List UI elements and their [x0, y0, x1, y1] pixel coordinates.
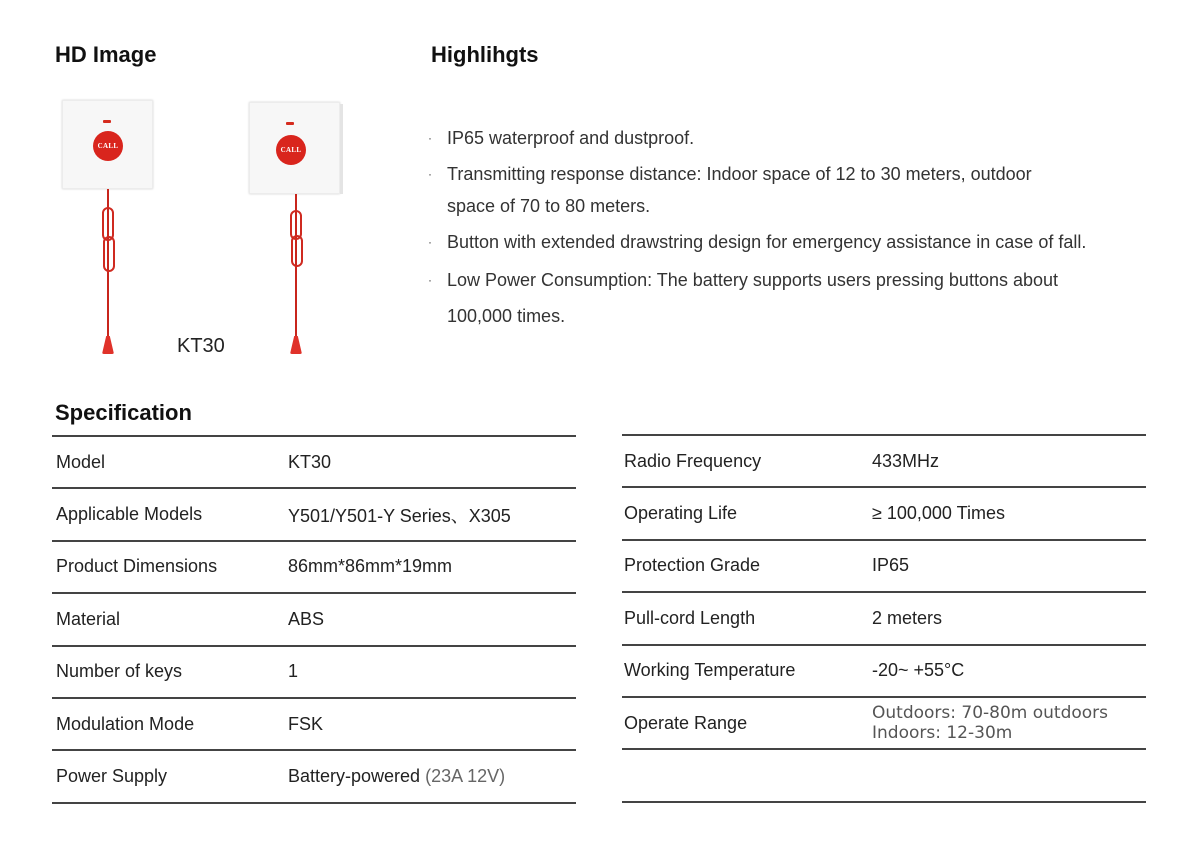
- hd-image-heading: HD Image: [55, 42, 157, 67]
- highlight-text-cont: space of 70 to 80 meters.: [447, 196, 651, 216]
- spec-row-model: [52, 437, 576, 489]
- spec-row-power-supply: [52, 751, 576, 803]
- spec-row-product-dimensions: [52, 542, 576, 594]
- spec-label: Power Supply: [56, 766, 168, 787]
- specification-heading: Specification: [55, 400, 192, 425]
- spec-label: Radio Frequency: [624, 450, 762, 471]
- highlight-text: IP65 waterproof and dustproof.: [447, 128, 695, 148]
- spec-value-wrap: [288, 766, 576, 787]
- highlight-text-cont: 100,000 times.: [447, 306, 566, 326]
- spec-label: Working Temperature: [624, 660, 796, 681]
- call-button-device: [62, 100, 153, 189]
- highlight-item: [428, 122, 1178, 154]
- spec-row-pull-cord-length: [622, 593, 1146, 645]
- spec-label: Material: [56, 608, 121, 629]
- bullet-icon: ·: [428, 131, 432, 145]
- model-caption: KT30: [177, 335, 225, 357]
- spec-value: Y501/Y501-Y Series、X305: [288, 505, 511, 526]
- led-indicator: [286, 122, 294, 125]
- spec-label: Model: [56, 451, 106, 472]
- product-image-front: [62, 100, 154, 360]
- highlight-item: [428, 158, 1178, 222]
- spec-row-protection-grade: [622, 541, 1146, 593]
- spec-row-applicable-models: [52, 489, 576, 541]
- spec-value: ≥ 100,000 Times: [872, 503, 1005, 524]
- spec-row-empty: [622, 750, 1146, 802]
- spec-value: -20~ +55°C: [872, 660, 965, 681]
- bullet-icon: ·: [428, 273, 432, 287]
- highlight-text: Button with extended drawstring design for emergency assistance in case of fall.: [447, 232, 1087, 252]
- spec-label: Pull-cord Length: [624, 607, 756, 628]
- highlights-list: [428, 122, 1178, 334]
- spec-label: Product Dimensions: [56, 556, 218, 577]
- spec-row-material: [52, 594, 576, 646]
- spec-value: KT30: [288, 451, 332, 472]
- spec-row-modulation-mode: [52, 699, 576, 751]
- bullet-icon: ·: [428, 235, 432, 249]
- bullet-icon: ·: [428, 167, 432, 181]
- call-button-icon: CALL: [276, 135, 306, 165]
- highlight-text: Low Power Consumption: The battery supports users pressing buttons about: [447, 270, 1059, 290]
- product-image-angled: [249, 102, 349, 362]
- highlight-item: [428, 262, 1178, 334]
- spec-value: IP65: [872, 555, 910, 576]
- spec-value: ABS: [288, 608, 325, 629]
- spec-label: Modulation Mode: [56, 713, 195, 734]
- highlight-item: [428, 226, 1178, 258]
- highlights-heading: Highlihgts: [431, 42, 539, 67]
- spec-value: 433MHz: [872, 450, 940, 471]
- spec-label: Protection Grade: [624, 555, 761, 576]
- pull-handle: [102, 336, 114, 354]
- spec-label: Applicable Models: [56, 504, 203, 525]
- spec-value: Battery-powered: [288, 766, 421, 787]
- spec-value-note: (23A 12V): [425, 766, 506, 787]
- range-outdoors: Outdoors: 70-80m outdoors: [872, 703, 1109, 724]
- highlight-text: Transmitting response distance: Indoor space of 12 to 30 meters, outdoor: [447, 164, 1032, 184]
- cord-coil: [103, 236, 115, 272]
- spec-row-number-of-keys: [52, 647, 576, 699]
- spec-row-radio-frequency: [622, 436, 1146, 488]
- spec-label: Operate Range: [624, 712, 748, 733]
- spec-value: 2 meters: [872, 607, 943, 628]
- spec-row-operating-life: [622, 488, 1146, 540]
- range-indoors: Indoors: 12-30m: [872, 723, 1013, 744]
- spec-label: Operating Life: [624, 503, 738, 524]
- call-button-icon: CALL: [93, 131, 123, 161]
- spec-row-working-temperature: [622, 646, 1146, 698]
- spec-table-right: [622, 434, 1146, 803]
- spec-value: [872, 703, 1146, 743]
- spec-value: 1: [288, 661, 299, 682]
- spec-table-left: [52, 435, 576, 804]
- call-button-device: [249, 102, 340, 194]
- spec-value: 86mm*86mm*19mm: [288, 556, 453, 577]
- led-indicator: [103, 120, 111, 123]
- spec-value: FSK: [288, 713, 324, 734]
- cord-coil: [291, 235, 303, 267]
- pull-handle: [290, 336, 302, 354]
- spec-label: Number of keys: [56, 661, 183, 682]
- spec-row-operate-range: [622, 698, 1146, 750]
